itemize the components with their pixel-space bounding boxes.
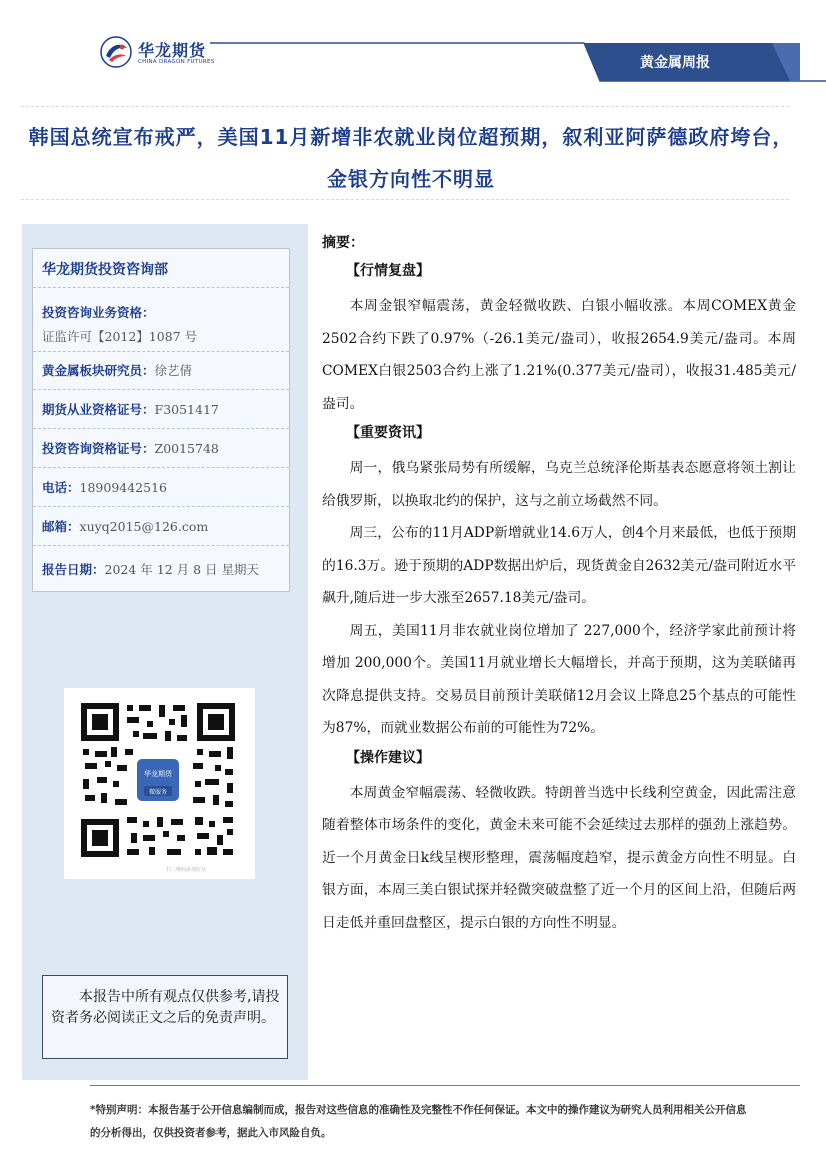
info-row: [42, 361, 280, 379]
logo-text-cn: 华龙期货: [138, 41, 207, 60]
info-label: 黄金属板块研究员：: [42, 363, 155, 378]
info-value: xuyq2015@126.com: [79, 519, 209, 534]
summary-label: 摘要：: [322, 235, 364, 251]
report-type-label: 黄金属周报: [640, 55, 710, 71]
info-row: [42, 478, 280, 496]
paragraph: 本周黄金窄幅震荡、轻微收跌。特朗普当选中长线利空黄金，因此需注意随着整体市场条件的变化，黄金未来可能不会延续过去那样的强劲上涨趋势。近一个月黄金日k线呈楔形整理，震荡幅度趋窄，提示黄金方向性不明显。白银方面，本周三美白银试探并轻微突破盘整了近一个月的区间上沿，但随后两日走低并重回盘整区，提示白银的方向性不明显。: [322, 784, 796, 931]
info-divider: [33, 506, 289, 507]
info-divider: [33, 389, 289, 390]
qr-caption: 扫二维码添加好友: [166, 867, 207, 873]
section-heading-market-review: 【行情复盘】: [346, 263, 430, 279]
info-divider: [33, 545, 289, 546]
info-row: [42, 560, 280, 578]
info-divider: [33, 287, 289, 288]
info-row: [42, 400, 280, 418]
info-label: 邮箱：: [42, 519, 80, 534]
qr-badge-sub-text: 微服务: [148, 789, 168, 796]
paragraph: 周一，俄乌紧张局势有所缓解，乌克兰总统泽伦斯基表态愿意将领土割让给俄罗斯，以换取北约的保护，这与之前立场截然不同。: [322, 460, 796, 509]
info-label: 电话：: [42, 480, 80, 495]
report-body: [322, 234, 796, 939]
department-name: 华龙期货投资咨询部: [42, 262, 168, 278]
info-row: [42, 327, 280, 345]
qr-badge-text: 华龙期货: [144, 770, 172, 778]
qr-code-icon: [77, 699, 239, 861]
disclaimer-box: [42, 975, 288, 1059]
paragraph: 周三，公布的11月ADP新增就业14.6万人，创4个月来最低，也低于预期的16.3万。逊于预期的ADP数据出炉后，现货黄金自2632美元/盎司附近水平飙升,随后进一步大涨至2657.18美元/盎司。: [322, 525, 796, 606]
logo-text-en: CHINA DRAGON FUTURES: [138, 59, 215, 65]
qr-code-card[interactable]: [64, 688, 255, 879]
info-value: 18909442516: [79, 480, 167, 495]
paragraph: 本周金银窄幅震荡，黄金轻微收跌、白银小幅收涨。本周COMEX黄金2502合约下跌了0.97%（-26.1美元/盎司），收报2654.9美元/盎司。本周COMEX白银2503合约上涨了1.21%(0.377美元/盎司），收报31.485美元/盎司。: [322, 298, 796, 412]
info-label: 报告日期：: [42, 562, 105, 577]
footer-divider: [90, 1085, 800, 1086]
section-heading-key-news: 【重要资讯】: [346, 425, 430, 441]
info-divider: [33, 351, 289, 352]
info-value: 证监许可【2012】1087 号: [42, 329, 198, 344]
info-divider: [33, 428, 289, 429]
analyst-info-box: [32, 248, 290, 592]
info-value: 徐艺倩: [154, 363, 193, 378]
report-title: 韩国总统宣布戒严，美国11月新增非农就业岗位超预期，叙利亚阿萨德政府垮台，金银方向性不明显: [28, 125, 794, 191]
paragraph: 周五，美国11月非农就业岗位增加了 227,000个，经济学家此前预计将增加 200,000个。美国11月就业增长大幅增长，并高于预期，这为美联储再次降息提供支持。交易员目前预计美联储12月会议上降息25个基点的可能性为87%，而就业数据公布前的可能性为72%。: [322, 622, 796, 736]
info-label: 投资咨询业务资格：: [42, 305, 155, 320]
info-divider: [33, 467, 289, 468]
info-value: 2024 年 12 月 8 日 星期天: [104, 562, 260, 577]
info-row: [42, 439, 280, 457]
special-statement: *特别声明：本报告基于公开信息编制而成，报告对这些信息的准确性及完整性不作任何保证。本文中的操作建议为研究人员利用相关公开信息的分析得出，仅供投资者参考，据此入市风险自负。: [90, 1104, 747, 1139]
info-label: 投资咨询资格证号：: [42, 441, 155, 456]
info-label: 期货从业资格证号：: [42, 402, 155, 417]
info-value: Z0015748: [154, 441, 219, 456]
info-row: [42, 517, 280, 535]
info-value: F3051417: [154, 402, 219, 417]
section-heading-trading-advice: 【操作建议】: [346, 749, 430, 766]
disclaimer-text: 本报告中所有观点仅供参考,请投资者务必阅读正文之后的免责声明。: [51, 989, 280, 1026]
info-row: [42, 303, 280, 321]
